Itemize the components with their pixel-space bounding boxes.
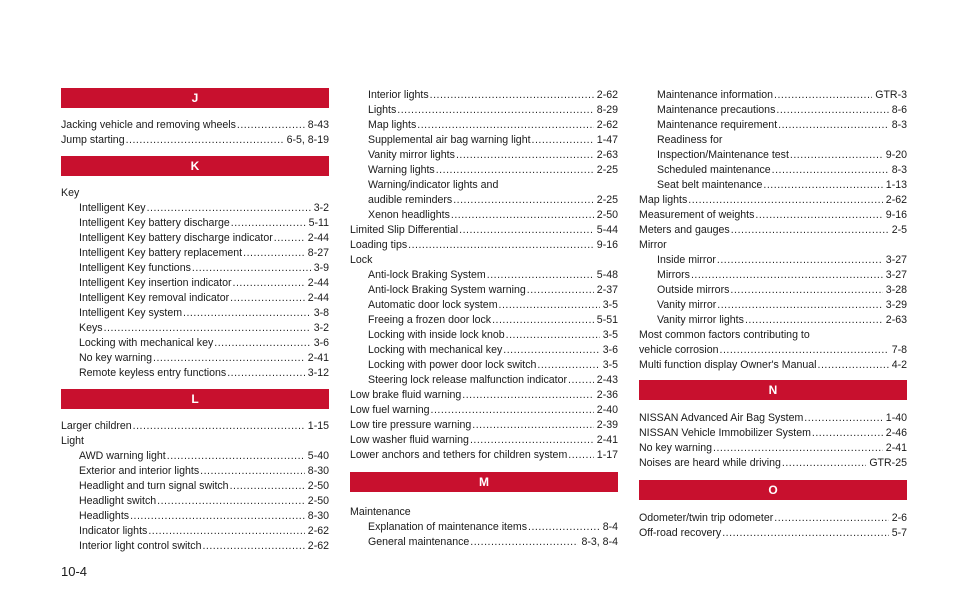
- entry-page: 8-4: [602, 521, 618, 533]
- entry-page: 2-25: [596, 164, 618, 176]
- entry-page: 1-17: [596, 449, 618, 461]
- entry-page: 9-20: [885, 149, 907, 161]
- index-entry: [639, 511, 907, 526]
- index-entry: [639, 411, 907, 426]
- index-heading-mirror: Mirror: [639, 239, 667, 251]
- index-entry: [61, 246, 329, 261]
- entry-page: 8-43: [307, 119, 329, 131]
- entry-page: 4-2: [891, 359, 907, 371]
- index-entry: [61, 276, 329, 291]
- entry-page: 3-27: [885, 254, 907, 266]
- entry-text: Supplemental air bag warning light: [368, 134, 531, 146]
- section-header-k: K: [61, 156, 329, 176]
- index-entry: [350, 520, 618, 535]
- entry-page: 8-30: [307, 510, 329, 522]
- entry-page: 8-3: [891, 164, 907, 176]
- entry-page: 6-5, 8-19: [286, 134, 329, 146]
- section-header-m: M: [350, 472, 618, 492]
- index-entry: [639, 193, 907, 208]
- index-entry: [350, 193, 618, 208]
- entry-text: No key warning: [79, 352, 153, 364]
- entry-page: 8-27: [307, 247, 329, 259]
- entry-page: 1-13: [885, 179, 907, 191]
- entry-page: 1-40: [885, 412, 907, 424]
- entry-page: 2-62: [596, 89, 618, 101]
- entry-text: Intelligent Key battery discharge indicator: [79, 232, 273, 244]
- index-entry: [350, 148, 618, 163]
- index-entry: [350, 208, 618, 223]
- index-entry: [61, 419, 329, 434]
- entry-text: NISSAN Advanced Air Bag System: [639, 412, 804, 424]
- index-entry: [350, 298, 618, 313]
- entry-page: 7-8: [891, 344, 907, 356]
- index-entry: [350, 163, 618, 178]
- entry-page: 3-12: [307, 367, 329, 379]
- index-entry: [639, 456, 907, 471]
- index-entry: [61, 464, 329, 479]
- entry-text: Vanity mirror lights: [368, 149, 455, 161]
- index-entry: [639, 268, 907, 283]
- index-entry-line1: Readiness for: [657, 134, 723, 146]
- entry-text: Mirrors: [657, 269, 690, 281]
- entry-text: Remote keyless entry functions: [79, 367, 227, 379]
- entry-page: 5-40: [307, 450, 329, 462]
- index-column-1: [61, 88, 329, 554]
- entry-text: Indicator lights: [79, 525, 148, 537]
- index-entry: [350, 343, 618, 358]
- entry-text: Outside mirrors: [657, 284, 730, 296]
- index-column-3: [639, 88, 907, 541]
- entry-text: Anti-lock Braking System: [368, 269, 486, 281]
- index-entry: [639, 343, 907, 358]
- index-entry: [61, 494, 329, 509]
- index-heading-lock: Lock: [350, 254, 373, 266]
- section-header-o: O: [639, 480, 907, 500]
- entry-page: 2-44: [307, 232, 329, 244]
- section-header-j: J: [61, 88, 329, 108]
- index-entry: [350, 313, 618, 328]
- index-entry: [61, 449, 329, 464]
- index-entry-line1: Warning/indicator lights and: [368, 179, 499, 191]
- entry-text: Headlights: [79, 510, 130, 522]
- index-entry: [61, 336, 329, 351]
- index-entry: [639, 526, 907, 541]
- index-entry: [61, 321, 329, 336]
- entry-text: Loading tips: [350, 239, 408, 251]
- entry-page: 2-37: [596, 284, 618, 296]
- entry-text: vehicle corrosion: [639, 344, 719, 356]
- entry-page: 2-41: [885, 442, 907, 454]
- entry-text: Noises are heard while driving: [639, 457, 781, 469]
- entry-text: Odometer/twin trip odometer: [639, 512, 774, 524]
- index-entry: [61, 216, 329, 231]
- index-entry: [61, 509, 329, 524]
- index-entry: [61, 261, 329, 276]
- entry-page: 2-25: [596, 194, 618, 206]
- entry-text: AWD warning light: [79, 450, 166, 462]
- index-entry: [639, 298, 907, 313]
- entry-page: 3-8: [313, 307, 329, 319]
- entry-text: Maintenance requirement: [657, 119, 778, 131]
- entry-text: Lights: [368, 104, 397, 116]
- index-entry: [350, 103, 618, 118]
- index-heading-key: Key: [61, 187, 80, 199]
- index-entry: [61, 201, 329, 216]
- entry-text: Headlight and turn signal switch: [79, 480, 229, 492]
- index-entry: [350, 448, 618, 463]
- entry-page: 2-63: [885, 314, 907, 326]
- index-entry: [350, 328, 618, 343]
- entry-page: 2-41: [596, 434, 618, 446]
- entry-text: Anti-lock Braking System warning: [368, 284, 526, 296]
- entry-text: Headlight switch: [79, 495, 157, 507]
- entry-page: 8-3, 8-4: [581, 536, 618, 548]
- entry-page: 5-7: [891, 527, 907, 539]
- entry-page: 3-5: [602, 329, 618, 341]
- index-entry: [639, 208, 907, 223]
- entry-text: Locking with mechanical key: [368, 344, 503, 356]
- entry-text: Maintenance information: [657, 89, 774, 101]
- entry-text: Explanation of maintenance items: [368, 521, 527, 533]
- entry-text: Jump starting: [61, 134, 125, 146]
- entry-text: Limited Slip Differential: [350, 224, 459, 236]
- section-header-l: L: [61, 389, 329, 409]
- entry-page: 9-16: [885, 209, 907, 221]
- entry-text: Intelligent Key battery replacement: [79, 247, 243, 259]
- index-entry: [639, 178, 907, 193]
- entry-text: Intelligent Key system: [79, 307, 183, 319]
- index-entry: [350, 358, 618, 373]
- entry-page: 2-36: [596, 389, 618, 401]
- entry-page: 3-6: [313, 337, 329, 349]
- entry-text: Low fuel warning: [350, 404, 430, 416]
- entry-page: GTR-25: [869, 457, 907, 469]
- entry-page: 8-29: [596, 104, 618, 116]
- entry-text: Meters and gauges: [639, 224, 730, 236]
- index-entry: [61, 231, 329, 246]
- index-entry: [61, 118, 329, 133]
- index-entry: [639, 118, 907, 133]
- index-entry: [639, 163, 907, 178]
- entry-text: Maintenance precautions: [657, 104, 776, 116]
- entry-text: Larger children: [61, 420, 132, 432]
- entry-text: Keys: [79, 322, 103, 334]
- entry-page: 2-40: [596, 404, 618, 416]
- index-entry: [350, 388, 618, 403]
- entry-text: Measurement of weights: [639, 209, 755, 221]
- entry-page: 2-63: [596, 149, 618, 161]
- index-entry: [350, 418, 618, 433]
- entry-page: 2-62: [596, 119, 618, 131]
- index-entry: [61, 479, 329, 494]
- index-entry: [639, 253, 907, 268]
- index-entry: [61, 291, 329, 306]
- entry-text: Intelligent Key insertion indicator: [79, 277, 232, 289]
- index-column-2: [350, 88, 618, 550]
- entry-page: 1-47: [596, 134, 618, 146]
- index-entry: [639, 223, 907, 238]
- index-entry: [350, 133, 618, 148]
- entry-text: No key warning: [639, 442, 713, 454]
- section-header-n: N: [639, 380, 907, 400]
- index-entry: [61, 351, 329, 366]
- entry-text: Automatic door lock system: [368, 299, 498, 311]
- index-entry: [639, 426, 907, 441]
- index-entry: [350, 268, 618, 283]
- index-entry: [639, 441, 907, 456]
- entry-page: 2-62: [307, 540, 329, 552]
- entry-text: Low washer fluid warning: [350, 434, 469, 446]
- entry-page: 2-62: [307, 525, 329, 537]
- entry-text: Xenon headlights: [368, 209, 450, 221]
- entry-page: 2-43: [596, 374, 618, 386]
- entry-text: Intelligent Key battery discharge: [79, 217, 230, 229]
- entry-page: 5-44: [596, 224, 618, 236]
- index-entry: [61, 133, 329, 148]
- index-entry: [639, 283, 907, 298]
- entry-text: Locking with inside lock knob: [368, 329, 505, 341]
- index-entry: [350, 403, 618, 418]
- entry-page: 2-6: [891, 512, 907, 524]
- index-entry: [639, 358, 907, 373]
- index-entry: [61, 539, 329, 554]
- entry-page: 8-30: [307, 465, 329, 477]
- entry-text: General maintenance: [368, 536, 470, 548]
- entry-page: 2-50: [307, 480, 329, 492]
- index-entry: [639, 103, 907, 118]
- index-entry: [350, 223, 618, 238]
- index-entry: [639, 313, 907, 328]
- entry-text: Multi function display Owner's Manual: [639, 359, 817, 371]
- entry-text: NISSAN Vehicle Immobilizer System: [639, 427, 811, 439]
- page-number: 10-4: [61, 564, 88, 579]
- index-heading-light: Light: [61, 435, 84, 447]
- entry-page: 3-2: [313, 202, 329, 214]
- entry-text: Inside mirror: [657, 254, 716, 266]
- entry-page: 2-50: [596, 209, 618, 221]
- entry-text: Freeing a frozen door lock: [368, 314, 492, 326]
- entry-text: Map lights: [639, 194, 688, 206]
- entry-page: 5-51: [596, 314, 618, 326]
- entry-text: Intelligent Key removal indicator: [79, 292, 230, 304]
- entry-text: Locking with power door lock switch: [368, 359, 537, 371]
- entry-text: Inspection/Maintenance test: [657, 149, 789, 161]
- entry-page: 3-9: [313, 262, 329, 274]
- entry-page: 8-6: [891, 104, 907, 116]
- entry-text: Map lights: [368, 119, 417, 131]
- entry-text: audible reminders: [368, 194, 453, 206]
- entry-page: 2-62: [885, 194, 907, 206]
- entry-page: 2-41: [307, 352, 329, 364]
- entry-page: 3-2: [313, 322, 329, 334]
- entry-text: Locking with mechanical key: [79, 337, 214, 349]
- entry-page: 9-16: [596, 239, 618, 251]
- entry-page: 3-28: [885, 284, 907, 296]
- index-entry: [639, 88, 907, 103]
- index-entry-line1: Most common factors contributing to: [639, 329, 810, 341]
- entry-text: Low tire pressure warning: [350, 419, 472, 431]
- index-entry: [350, 88, 618, 103]
- entry-text: Scheduled maintenance: [657, 164, 771, 176]
- entry-text: Intelligent Key functions: [79, 262, 191, 274]
- entry-text: Vanity mirror: [657, 299, 717, 311]
- entry-page: 2-44: [307, 277, 329, 289]
- index-heading-maintenance: Maintenance: [350, 506, 411, 518]
- entry-page: 2-50: [307, 495, 329, 507]
- entry-text: Intelligent Key: [79, 202, 146, 214]
- entry-page: 3-6: [602, 344, 618, 356]
- index-entry: [61, 366, 329, 381]
- entry-page: 5-11: [308, 217, 329, 229]
- entry-text: Interior light control switch: [79, 540, 202, 552]
- index-entry: [61, 524, 329, 539]
- entry-page: 3-27: [885, 269, 907, 281]
- index-entry: [61, 306, 329, 321]
- entry-text: Interior lights: [368, 89, 429, 101]
- entry-text: Steering lock release malfunction indicator: [368, 374, 568, 386]
- entry-text: Warning lights: [368, 164, 435, 176]
- entry-text: Jacking vehicle and removing wheels: [61, 119, 236, 131]
- entry-page: 8-3: [891, 119, 907, 131]
- index-entry: [350, 373, 618, 388]
- index-entry: [350, 118, 618, 133]
- entry-page: 5-48: [596, 269, 618, 281]
- entry-text: Seat belt maintenance: [657, 179, 763, 191]
- index-entry: [350, 238, 618, 253]
- entry-page: 3-5: [602, 359, 618, 371]
- index-entry: [350, 283, 618, 298]
- entry-text: Lower anchors and tethers for children system: [350, 449, 568, 461]
- entry-page: 2-5: [891, 224, 907, 236]
- entry-page: 1-15: [307, 420, 329, 432]
- index-entry: [350, 535, 618, 550]
- entry-text: Vanity mirror lights: [657, 314, 744, 326]
- entry-text: Low brake fluid warning: [350, 389, 462, 401]
- entry-page: 3-29: [885, 299, 907, 311]
- entry-page: 2-44: [307, 292, 329, 304]
- entry-text: Off-road recovery: [639, 527, 722, 539]
- entry-page: GTR-3: [875, 89, 907, 101]
- entry-page: 2-39: [596, 419, 618, 431]
- entry-text: Exterior and interior lights: [79, 465, 200, 477]
- entry-page: 3-5: [602, 299, 618, 311]
- index-entry: [350, 433, 618, 448]
- index-entry: [639, 148, 907, 163]
- entry-page: 2-46: [885, 427, 907, 439]
